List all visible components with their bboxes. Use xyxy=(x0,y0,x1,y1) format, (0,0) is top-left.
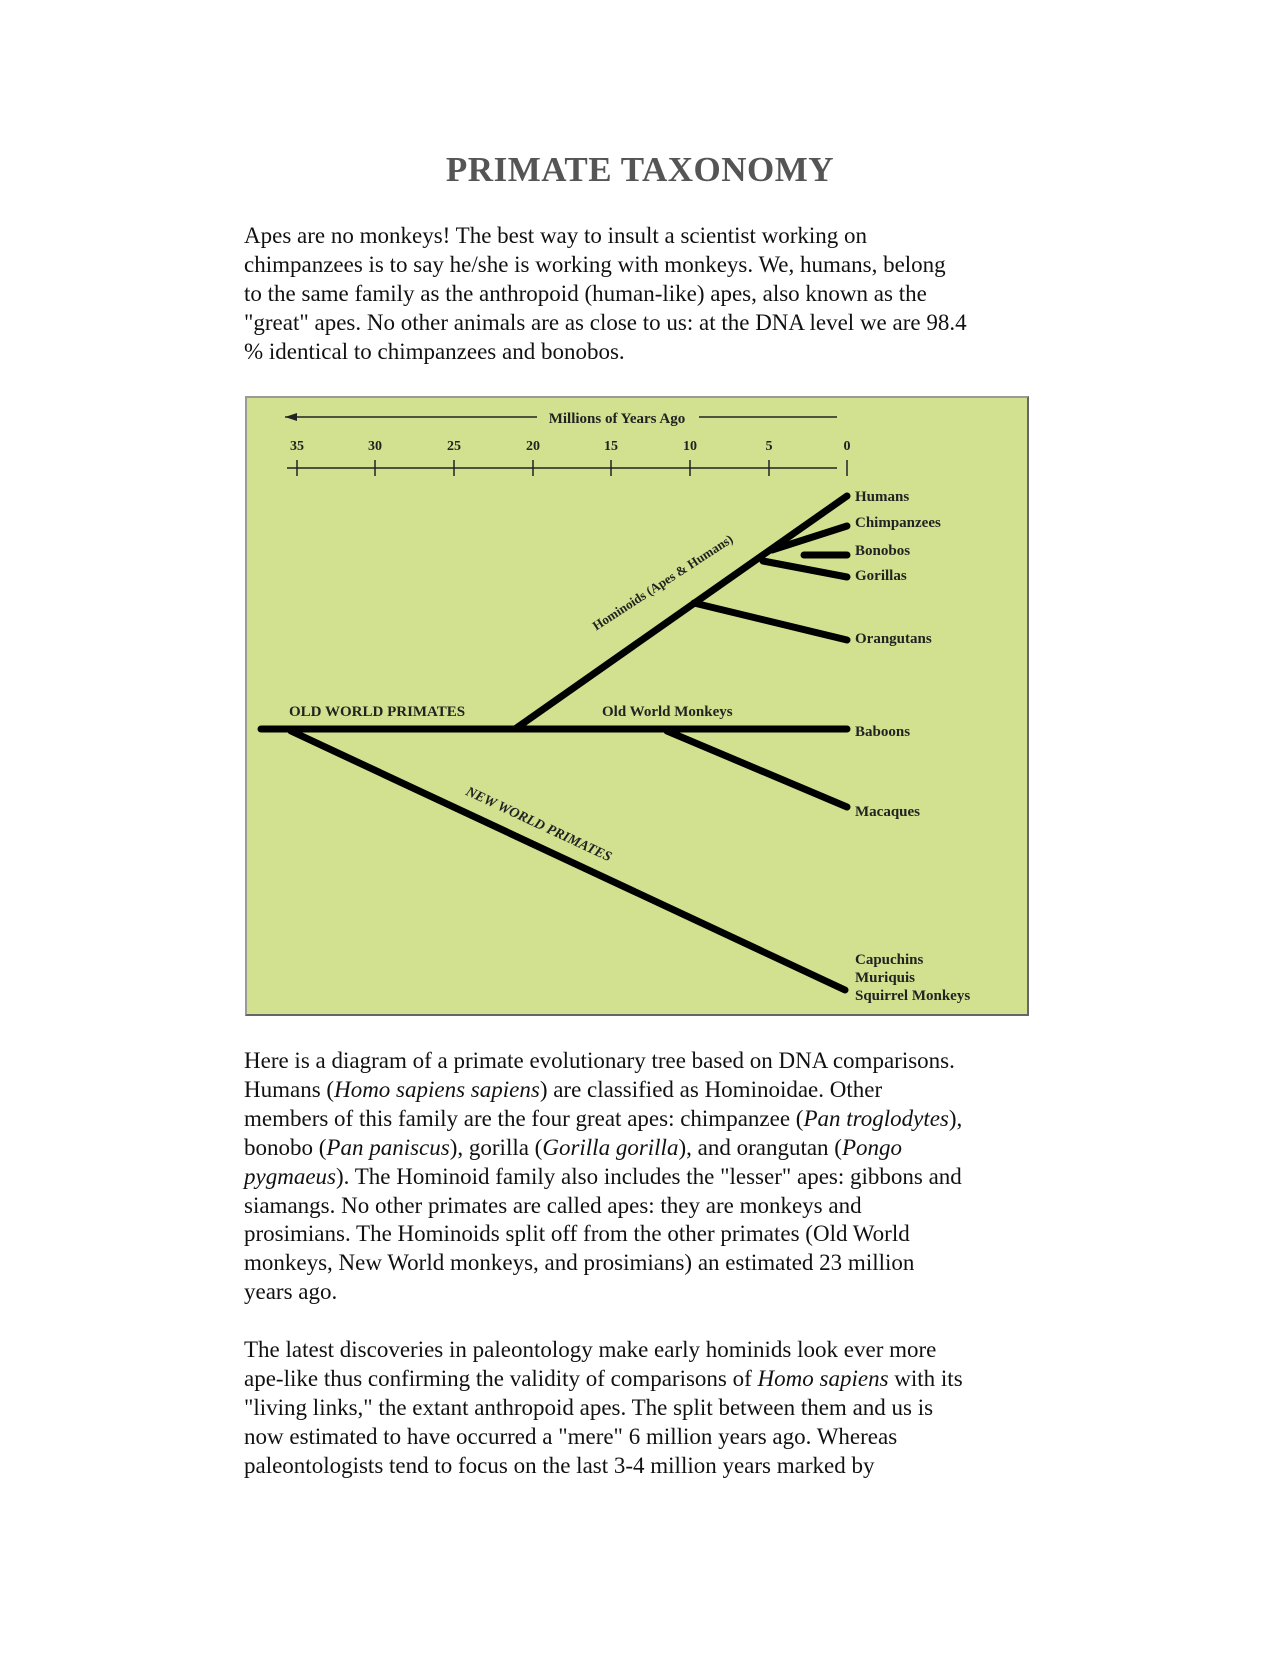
leaf-bonobos: Bonobos xyxy=(855,543,911,559)
text-run: Humans ( xyxy=(244,1076,335,1102)
tick-label: 5 xyxy=(765,439,773,454)
branch-hominoids-humans xyxy=(515,496,847,729)
text-run: ) are classified as Hominoidae. Other xyxy=(539,1076,883,1102)
text-line: % identical to chimpanzees and bonobos. xyxy=(244,338,625,364)
leaf-orangutans: Orangutans xyxy=(855,631,932,647)
species-name: Gorilla gorilla xyxy=(542,1134,679,1160)
leaf-muriquis: Muriquis xyxy=(855,970,916,986)
leaf-macaques: Macaques xyxy=(855,804,920,820)
text-line: monkeys, New World monkeys, and prosimians) an estimated 23 million xyxy=(244,1250,915,1276)
species-name: Pan paniscus xyxy=(326,1134,450,1160)
branch-orangutans xyxy=(694,603,847,640)
tick-label: 15 xyxy=(604,439,618,454)
text-line: Here is a diagram of a primate evolutionary tree based on DNA comparisons. xyxy=(244,1048,955,1073)
tick-label: 25 xyxy=(447,439,461,454)
text-line: Apes are no monkeys! The best way to insult a scientist working on xyxy=(244,223,868,248)
text-line: "great" apes. No other animals are as close to us: at the DNA level we are 98.4 xyxy=(244,309,967,335)
diagram-explanation-paragraph xyxy=(244,1047,1044,1307)
branch-macaques xyxy=(667,731,847,807)
leaf-gorillas: Gorillas xyxy=(855,568,907,584)
intro-paragraph xyxy=(244,222,1044,367)
tick-label: 0 xyxy=(843,439,851,454)
arrow-left-icon xyxy=(285,413,297,421)
leaf-chimpanzees: Chimpanzees xyxy=(855,515,941,531)
species-name: Pongo xyxy=(841,1134,903,1160)
text-run: members of this family are the four great apes: chimpanzee ( xyxy=(244,1105,804,1131)
species-name: Pan troglodytes xyxy=(803,1105,949,1131)
leaf-humans: Humans xyxy=(855,489,910,505)
text-line xyxy=(244,1076,1044,1105)
label-new-world-primates: NEW WORLD PRIMATES xyxy=(463,784,614,866)
species-name: pygmaeus xyxy=(244,1163,336,1189)
primate-tree-diagram xyxy=(245,396,1029,1016)
text-run: ). The Hominoid family also includes the "lesser" apes: gibbons and xyxy=(335,1163,962,1189)
tick-label: 20 xyxy=(526,439,540,454)
axis-title: Millions of Years Ago xyxy=(548,411,686,427)
leaf-baboons: Baboons xyxy=(855,724,911,740)
text-line: to the same family as the anthropoid (human-like) apes, also known as the xyxy=(244,280,927,306)
text-line xyxy=(244,1163,1044,1192)
species-name: Homo sapiens sapiens xyxy=(334,1076,540,1102)
species-name: Homo sapiens xyxy=(757,1365,889,1391)
text-line: years ago. xyxy=(244,1279,338,1305)
tick-label: 10 xyxy=(683,439,697,454)
text-run: ), and orangutan ( xyxy=(678,1134,842,1160)
tree-svg xyxy=(247,398,1027,1014)
text-line xyxy=(244,1365,1044,1394)
text-run: ), gorilla ( xyxy=(449,1134,543,1160)
text-run: ), xyxy=(948,1105,963,1131)
label-hominoids: Hominoids (Apes & Humans) xyxy=(589,531,736,634)
page-title: PRIMATE TAXONOMY xyxy=(445,150,835,189)
tick-label: 35 xyxy=(290,439,304,454)
text-line: "living links," the extant anthropoid apes. The split between them and us is xyxy=(244,1394,934,1420)
text-run: ape-like thus confirming the validity of comparisons of xyxy=(244,1365,758,1391)
text-run: bonobo ( xyxy=(244,1134,327,1160)
leaf-squirrel-monkeys: Squirrel Monkeys xyxy=(855,988,971,1004)
tree-branches xyxy=(261,496,847,990)
tick-label: 30 xyxy=(368,439,382,454)
leaf-capuchins: Capuchins xyxy=(855,952,924,968)
text-line: chimpanzees is to say he/she is working with monkeys. We, humans, belong xyxy=(244,251,946,277)
text-line: paleontologists tend to focus on the last 3-4 million years marked by xyxy=(244,1452,875,1478)
paleontology-paragraph xyxy=(244,1336,1044,1481)
text-line: The latest discoveries in paleontology make early hominids look ever more xyxy=(244,1337,937,1362)
label-old-world-monkeys: Old World Monkeys xyxy=(602,704,733,720)
branch-gorillas xyxy=(763,561,847,577)
text-line xyxy=(244,1134,1044,1163)
text-line: prosimians. The Hominoids split off from the other primates (Old World xyxy=(244,1221,910,1247)
label-old-world-primates: OLD WORLD PRIMATES xyxy=(289,704,466,720)
text-line xyxy=(244,1105,1044,1134)
text-run: with its xyxy=(888,1365,963,1391)
text-line: siamangs. No other primates are called apes: they are monkeys and xyxy=(244,1192,862,1218)
text-line: now estimated to have occurred a "mere" 6 million years ago. Whereas xyxy=(244,1423,898,1449)
